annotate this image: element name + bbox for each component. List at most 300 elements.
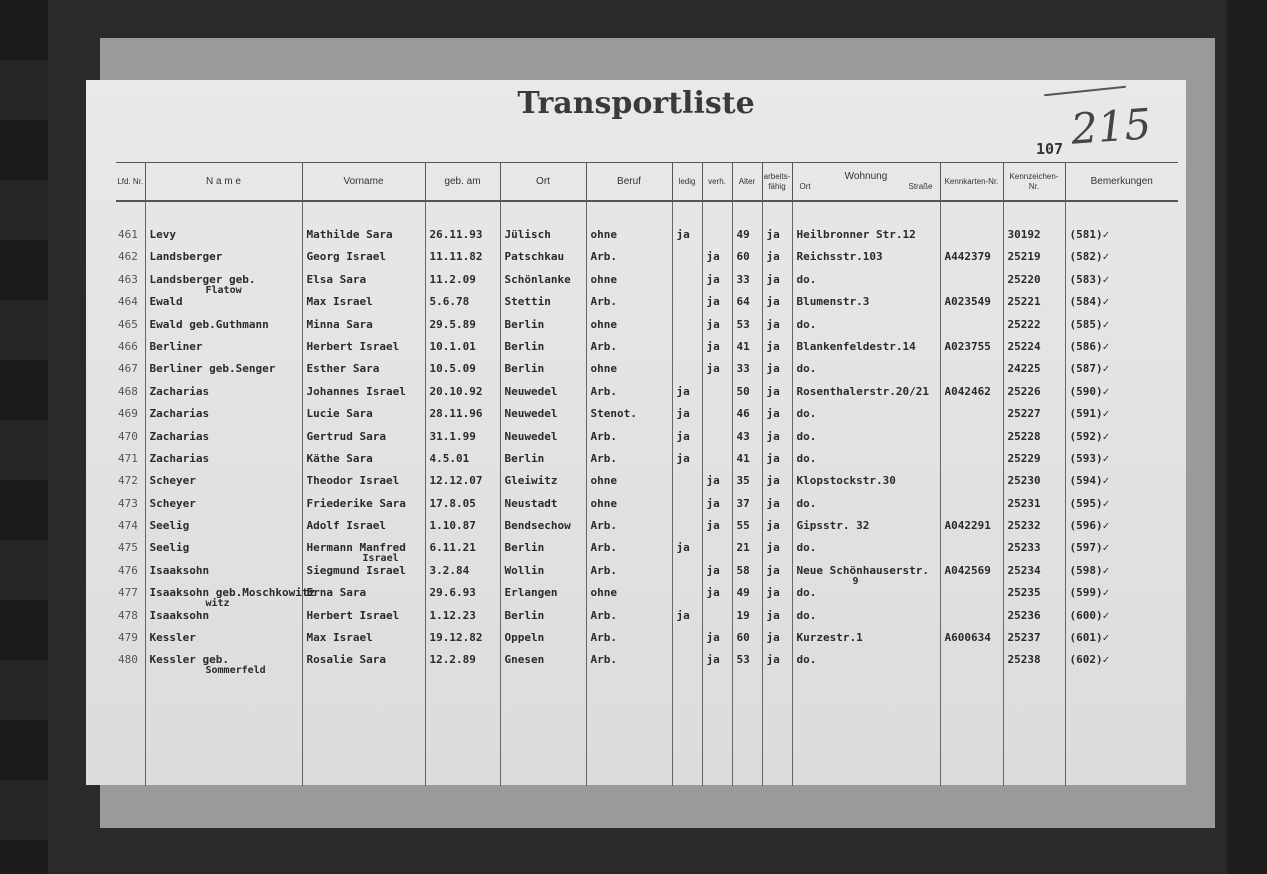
cell-kennkarte-text: A042569 (944, 563, 991, 577)
table-row (116, 340, 1178, 362)
cell-bem-text: (593)✓ (1069, 451, 1110, 465)
cell-nr (116, 497, 145, 519)
cell-ort-text: Stettin (504, 295, 551, 309)
cell-kennzeichen (1003, 318, 1065, 340)
cell-kennzeichen (1003, 362, 1065, 384)
cell-name-text: Isaaksohn (149, 563, 210, 577)
cell-geb-text: 19.12.82 (429, 631, 483, 645)
table-spacer-row (116, 201, 1178, 228)
cell-ort-text: Berlin (504, 451, 545, 465)
cell-kennzeichen-text: 25234 (1007, 563, 1041, 577)
cell-name-text: Zacharias (149, 407, 210, 421)
cell-vorname (302, 295, 425, 317)
table-row (116, 362, 1178, 384)
cell-kennkarte (940, 519, 1003, 541)
cell-alter (732, 362, 762, 384)
cell-nr (116, 586, 145, 608)
cell-beruf (586, 250, 672, 272)
cell-ort (500, 586, 586, 608)
cell-alter-text: 46 (736, 407, 750, 421)
cell-name-text: Landsberger geb. (149, 272, 256, 286)
col-bemerkungen: Bemerkungen (1065, 163, 1178, 202)
cell-wohnung (792, 631, 940, 653)
cell-arb-text: ja (766, 362, 780, 376)
cell-alter (732, 385, 762, 407)
cell-nr-text: 462 (118, 250, 138, 264)
cell-alter (732, 609, 762, 631)
cell-ledig (672, 295, 702, 317)
cell-vorname (302, 362, 425, 384)
cell-alter-text: 49 (736, 228, 750, 241)
cell-bem-text: (584)✓ (1069, 295, 1110, 309)
cell-bem (1065, 385, 1178, 407)
cell-bem (1065, 497, 1178, 519)
cell-beruf (586, 452, 672, 474)
cell-geb (425, 295, 500, 317)
cell-wohnung (792, 497, 940, 519)
cell-name (145, 653, 302, 675)
cell-ort (500, 273, 586, 295)
cell-beruf (586, 541, 672, 563)
cell-kennzeichen (1003, 653, 1065, 675)
cell-verh-text: ja (706, 317, 720, 331)
cell-wohnung (792, 362, 940, 384)
handwritten-page-number: 215 (1069, 99, 1153, 154)
cell-vorname-text: Erna Sara (306, 586, 367, 600)
cell-wohnung-text: do. (796, 317, 817, 331)
cell-nr-text: 480 (118, 653, 138, 667)
cell-beruf-text: Arb. (590, 339, 617, 353)
cell-arb-text: ja (766, 519, 780, 533)
cell-ledig (672, 430, 702, 452)
cell-nr-text: 472 (118, 474, 138, 488)
table-row (116, 631, 1178, 653)
cell-wohnung-text: do. (796, 496, 817, 510)
cell-kennzeichen-text: 25237 (1007, 631, 1041, 645)
cell-verh (702, 430, 732, 452)
cell-bem-text: (600)✓ (1069, 608, 1110, 622)
cell-arb (762, 497, 792, 519)
cell-kennzeichen-text: 24225 (1007, 362, 1041, 376)
cell-bem (1065, 318, 1178, 340)
cell-kennzeichen-text: 25222 (1007, 317, 1041, 331)
cell-beruf-text: Arb. (590, 429, 617, 443)
cell-kennkarte (940, 228, 1003, 250)
cell-alter-text: 53 (736, 653, 750, 667)
cell-vorname-text: Herbert Israel (306, 608, 400, 622)
cell-name-text: Ewald geb.Guthmann (149, 317, 269, 331)
cell-ledig (672, 273, 702, 295)
cell-nr (116, 295, 145, 317)
cell-kennkarte (940, 586, 1003, 608)
cell-beruf (586, 362, 672, 384)
cell-verh (702, 407, 732, 429)
cell-ledig (672, 362, 702, 384)
table-row (116, 586, 1178, 608)
cell-kennkarte (940, 250, 1003, 272)
cell-vorname-text: Max Israel (306, 295, 373, 309)
cell-vorname-text: Rosalie Sara (306, 653, 386, 667)
cell-arb (762, 407, 792, 429)
cell-wohnung-text: Blankenfeldestr.14 (796, 339, 916, 353)
cell-bem (1065, 586, 1178, 608)
cell-arb-text: ja (766, 608, 780, 622)
cell-bem-text: (597)✓ (1069, 541, 1110, 555)
cell-kennzeichen (1003, 631, 1065, 653)
cell-name-continuation: Sommerfeld (205, 665, 266, 677)
cell-bem-text: (586)✓ (1069, 339, 1110, 353)
cell-name (145, 273, 302, 295)
cell-beruf-text: Arb. (590, 653, 617, 667)
cell-name (145, 250, 302, 272)
cell-beruf-text: Arb. (590, 541, 617, 555)
col-ort: Ort (500, 163, 586, 202)
cell-ort-text: Berlin (504, 362, 545, 376)
col-name: N a m e (145, 163, 302, 202)
cell-kennzeichen-text: 25235 (1007, 586, 1041, 600)
cell-kennkarte-text: A600634 (944, 631, 991, 645)
cell-kennkarte (940, 295, 1003, 317)
cell-beruf-text: Arb. (590, 608, 617, 622)
col-alter: Alter (732, 163, 762, 202)
cell-name (145, 474, 302, 496)
col-wohnung-ort: Ort (799, 181, 811, 191)
cell-geb-text: 1.12.23 (429, 608, 476, 622)
cell-nr-text: 463 (118, 272, 138, 286)
cell-alter-text: 33 (736, 272, 750, 286)
cell-geb-text: 26.11.93 (429, 228, 483, 241)
cell-beruf (586, 474, 672, 496)
document-sheet (86, 80, 1186, 785)
cell-ledig-text: ja (676, 407, 690, 421)
cell-verh-text: ja (706, 272, 720, 286)
cell-beruf (586, 340, 672, 362)
cell-nr-text: 475 (118, 541, 138, 555)
cell-name-text: Kessler geb. (149, 653, 229, 667)
cell-verh (702, 385, 732, 407)
table-row (116, 474, 1178, 496)
cell-bem (1065, 407, 1178, 429)
cell-kennkarte (940, 497, 1003, 519)
cell-wohnung-text: do. (796, 272, 817, 286)
cell-beruf (586, 653, 672, 675)
cell-nr (116, 340, 145, 362)
table-row (116, 295, 1178, 317)
cell-nr (116, 631, 145, 653)
cell-verh (702, 474, 732, 496)
cell-bem-text: (591)✓ (1069, 407, 1110, 421)
cell-ort-text: Bendsechow (504, 519, 571, 533)
cell-nr (116, 385, 145, 407)
cell-name-text: Isaaksohn (149, 608, 210, 622)
cell-nr (116, 474, 145, 496)
cell-beruf (586, 430, 672, 452)
cell-beruf-text: Arb. (590, 563, 617, 577)
cell-wohnung-text: do. (796, 541, 817, 555)
cell-name-text: Seelig (149, 519, 190, 533)
cell-wohnung (792, 564, 940, 586)
cell-nr (116, 250, 145, 272)
cell-wohnung (792, 250, 940, 272)
cell-arb (762, 586, 792, 608)
cell-bem (1065, 631, 1178, 653)
cell-ledig (672, 452, 702, 474)
cell-name-text: Zacharias (149, 429, 210, 443)
cell-ort (500, 295, 586, 317)
cell-geb-text: 6.11.21 (429, 541, 476, 555)
cell-name-text: Scheyer (149, 474, 196, 488)
table-row (116, 273, 1178, 295)
col-vorname: Vorname (302, 163, 425, 202)
cell-ledig (672, 609, 702, 631)
cell-beruf-text: ohne (590, 474, 617, 488)
cell-vorname-text: Mathilde Sara (306, 228, 393, 241)
cell-ort (500, 385, 586, 407)
cell-ledig (672, 564, 702, 586)
cell-name-text: Kessler (149, 631, 196, 645)
cell-kennzeichen (1003, 564, 1065, 586)
cell-geb (425, 609, 500, 631)
cell-kennkarte-text: A023549 (944, 295, 991, 309)
cell-verh-text: ja (706, 474, 720, 488)
cell-ledig-text: ja (676, 608, 690, 622)
cell-kennzeichen (1003, 452, 1065, 474)
cell-arb-text: ja (766, 563, 780, 577)
cell-beruf (586, 228, 672, 250)
cell-bem-text: (590)✓ (1069, 384, 1110, 398)
cell-kennkarte (940, 631, 1003, 653)
cell-geb (425, 430, 500, 452)
cell-ort (500, 653, 586, 675)
cell-vorname-text: Johannes Israel (306, 384, 406, 398)
cell-arb (762, 541, 792, 563)
cell-beruf (586, 497, 672, 519)
cell-alter (732, 318, 762, 340)
cell-wohnung (792, 653, 940, 675)
cell-ort-text: Schönlanke (504, 272, 571, 286)
cell-geb (425, 497, 500, 519)
cell-name (145, 497, 302, 519)
cell-nr-text: 465 (118, 317, 138, 331)
cell-ort-text: Berlin (504, 541, 545, 555)
cell-wohnung (792, 586, 940, 608)
cell-vorname-text: Max Israel (306, 631, 373, 645)
cell-kennzeichen-text: 25236 (1007, 608, 1041, 622)
cell-kennzeichen (1003, 474, 1065, 496)
cell-bem (1065, 228, 1178, 250)
cell-kennzeichen-text: 25220 (1007, 272, 1041, 286)
cell-kennzeichen-text: 25219 (1007, 250, 1041, 264)
cell-vorname (302, 497, 425, 519)
cell-bem (1065, 273, 1178, 295)
cell-bem-text: (596)✓ (1069, 519, 1110, 533)
transport-table (116, 162, 1178, 786)
cell-geb-text: 29.6.93 (429, 586, 476, 600)
table-row (116, 385, 1178, 407)
cell-vorname (302, 250, 425, 272)
table-row (116, 407, 1178, 429)
cell-ledig (672, 340, 702, 362)
cell-bem (1065, 452, 1178, 474)
cell-wohnung (792, 407, 940, 429)
cell-wohnung (792, 430, 940, 452)
cell-kennkarte-text: A442379 (944, 250, 991, 264)
cell-ort (500, 541, 586, 563)
cell-arb-text: ja (766, 653, 780, 667)
cell-name (145, 631, 302, 653)
cell-ledig-text: ja (676, 228, 690, 241)
cell-alter (732, 340, 762, 362)
cell-kennzeichen-text: 25229 (1007, 451, 1041, 465)
cell-bem (1065, 362, 1178, 384)
cell-verh-text: ja (706, 295, 720, 309)
cell-ort-text: Berlin (504, 608, 545, 622)
cell-nr-text: 468 (118, 384, 138, 398)
cell-ledig (672, 474, 702, 496)
cell-ort-text: Gnesen (504, 653, 545, 667)
cell-nr-text: 464 (118, 295, 138, 309)
cell-vorname (302, 474, 425, 496)
cell-beruf-text: Arb. (590, 250, 617, 264)
cell-name (145, 586, 316, 610)
cell-alter (732, 452, 762, 474)
cell-ledig (672, 250, 702, 272)
cell-ort (500, 318, 586, 340)
cell-verh (702, 340, 732, 362)
cell-geb (425, 273, 500, 295)
cell-beruf (586, 273, 672, 295)
cell-alter-text: 49 (736, 586, 750, 600)
cell-verh (702, 362, 732, 384)
cell-bem-text: (599)✓ (1069, 586, 1110, 600)
cell-ort (500, 609, 586, 631)
cell-beruf (586, 564, 672, 586)
cell-bem (1065, 295, 1178, 317)
cell-nr (116, 609, 145, 631)
cell-bem-text: (602)✓ (1069, 653, 1110, 667)
cell-beruf (586, 295, 672, 317)
cell-bem-text: (583)✓ (1069, 272, 1110, 286)
cell-wohnung (792, 228, 940, 250)
cell-ort-text: Neuwedel (504, 407, 558, 421)
cell-name (145, 362, 302, 384)
document-title: Transportliste (517, 86, 755, 121)
cell-ort (500, 452, 586, 474)
cell-kennzeichen (1003, 430, 1065, 452)
cell-verh (702, 564, 732, 586)
cell-name (145, 564, 302, 586)
cell-beruf-text: ohne (590, 496, 617, 510)
col-geb: geb. am (425, 163, 500, 202)
cell-wohnung-continuation: 9 (852, 575, 859, 587)
table-row (116, 250, 1178, 272)
cell-wohnung-text: do. (796, 653, 817, 667)
cell-bem-text: (601)✓ (1069, 631, 1110, 645)
cell-arb-text: ja (766, 339, 780, 353)
cell-kennzeichen (1003, 273, 1065, 295)
cell-beruf-text: Arb. (590, 519, 617, 533)
cell-beruf (586, 519, 672, 541)
cell-verh-text: ja (706, 563, 720, 577)
col-wohnung-label: Wohnung (844, 170, 888, 182)
cell-wohnung-text: do. (796, 407, 817, 421)
cell-arb (762, 519, 792, 541)
cell-arb-text: ja (766, 541, 780, 555)
cell-verh (702, 541, 732, 563)
cell-nr-text: 477 (118, 586, 138, 600)
cell-kennkarte (940, 541, 1003, 563)
cell-name-continuation: witz (205, 598, 230, 610)
cell-bem (1065, 564, 1178, 586)
cell-kennzeichen-text: 25221 (1007, 295, 1041, 309)
table-row (116, 497, 1178, 519)
cell-geb (425, 564, 500, 586)
cell-kennzeichen (1003, 586, 1065, 608)
cell-beruf (586, 609, 672, 631)
cell-geb (425, 452, 500, 474)
cell-vorname (302, 452, 425, 474)
cell-wohnung-text: do. (796, 429, 817, 443)
cell-arb (762, 250, 792, 272)
cell-verh-text: ja (706, 339, 720, 353)
film-edge-right (1227, 0, 1267, 874)
table-header-row (116, 163, 1178, 202)
cell-verh-text: ja (706, 653, 720, 667)
cell-verh (702, 653, 732, 675)
cell-geb (425, 318, 500, 340)
cell-name (145, 609, 302, 631)
cell-ledig (672, 497, 702, 519)
cell-ort-text: Oppeln (504, 631, 545, 645)
cell-kennzeichen (1003, 385, 1065, 407)
cell-arb (762, 609, 792, 631)
cell-arb (762, 295, 792, 317)
cell-kennkarte (940, 474, 1003, 496)
cell-kennkarte (940, 385, 1003, 407)
cell-ort-text: Erlangen (504, 586, 558, 600)
cell-bem (1065, 340, 1178, 362)
cell-kennzeichen-text: 25227 (1007, 407, 1041, 421)
cell-kennzeichen (1003, 407, 1065, 429)
cell-alter (732, 497, 762, 519)
cell-arb-text: ja (766, 295, 780, 309)
cell-wohnung-text: Klopstockstr.30 (796, 474, 896, 488)
cell-verh (702, 228, 732, 250)
cell-kennkarte (940, 362, 1003, 384)
cell-arb-text: ja (766, 272, 780, 286)
cell-nr (116, 519, 145, 541)
cell-nr-text: 479 (118, 631, 138, 645)
cell-ort-text: Neuwedel (504, 429, 558, 443)
cell-ort (500, 362, 586, 384)
cell-alter-text: 43 (736, 429, 750, 443)
cell-name-continuation: Flatow (205, 284, 242, 296)
cell-vorname (302, 653, 425, 675)
cell-verh (702, 519, 732, 541)
cell-beruf-text: Arb. (590, 384, 617, 398)
cell-arb-text: ja (766, 250, 780, 264)
cell-ledig (672, 586, 702, 608)
cell-bem-text: (594)✓ (1069, 474, 1110, 488)
cell-arb (762, 362, 792, 384)
cell-bem (1065, 519, 1178, 541)
cell-bem (1065, 474, 1178, 496)
cell-ort-text: Berlin (504, 317, 545, 331)
cell-verh-text: ja (706, 250, 720, 264)
cell-wohnung-text: Heilbronner Str.12 (796, 228, 916, 241)
cell-ort (500, 250, 586, 272)
cell-beruf-text: ohne (590, 272, 617, 286)
